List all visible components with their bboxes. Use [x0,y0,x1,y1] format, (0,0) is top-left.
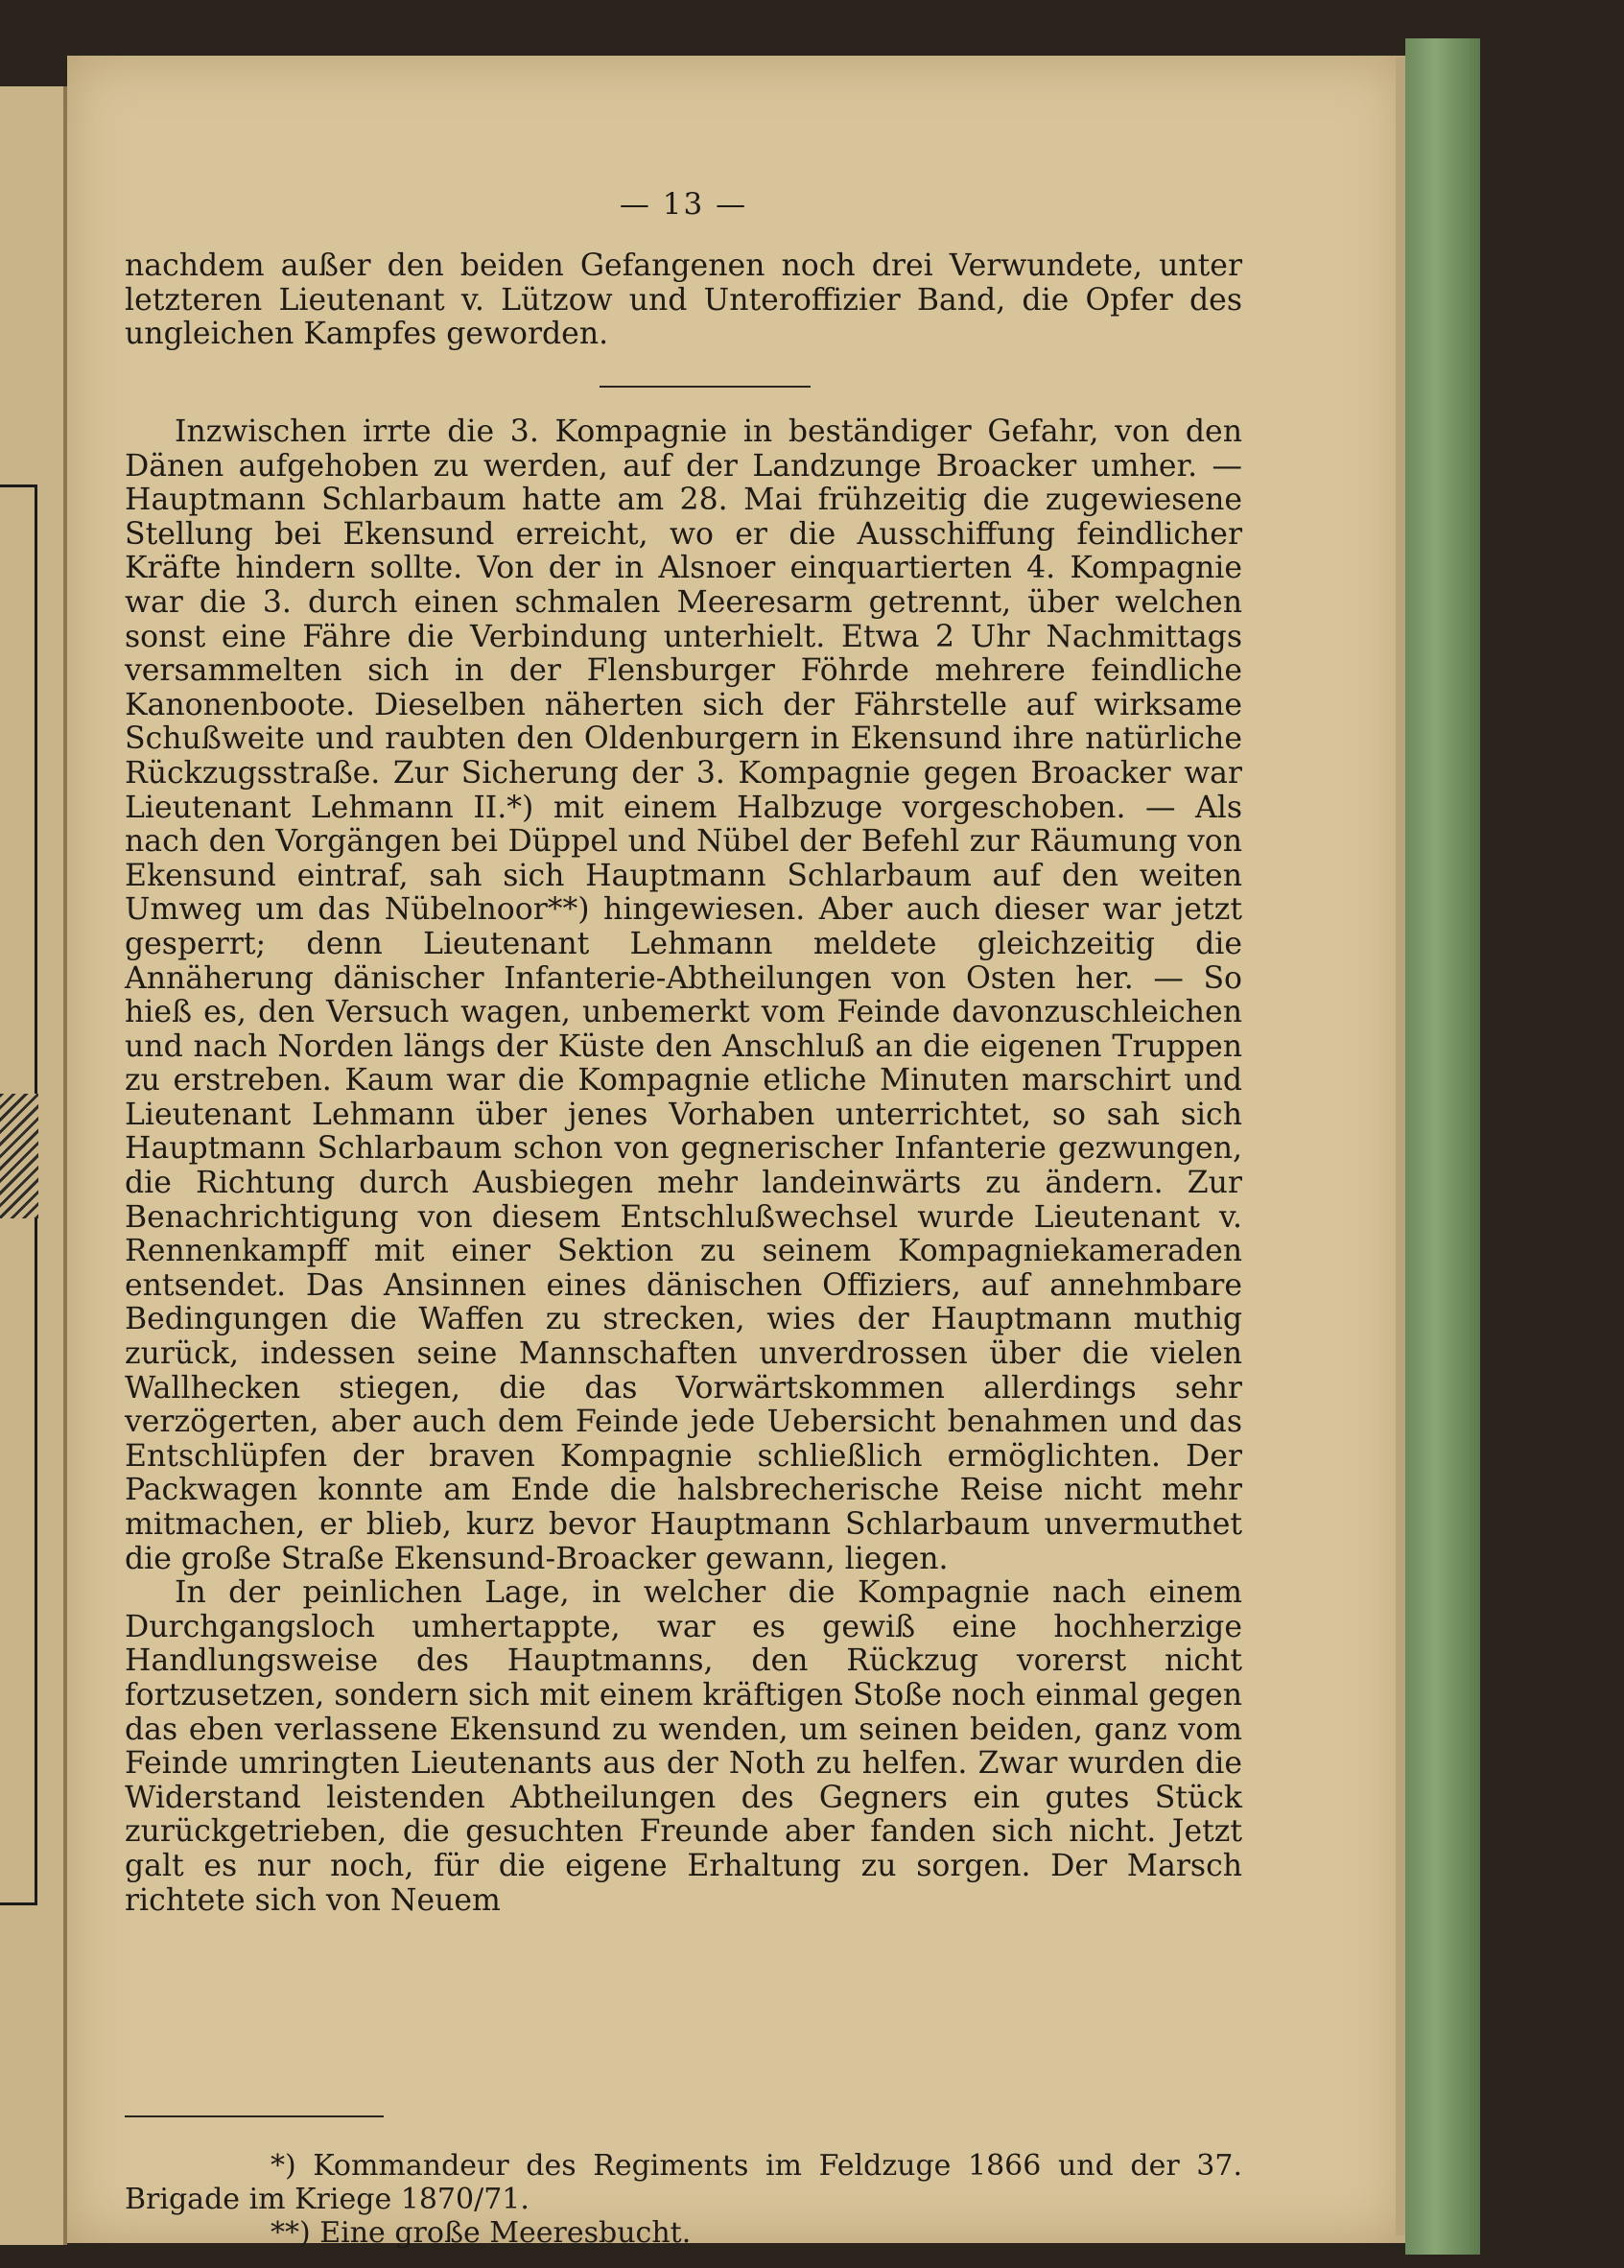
main-paragraph: Inzwischen irrte die 3. Kompagnie in beständiger Gefahr, von den Dänen aufgehoben zu werden, auf der Landzunge Broacker umher. — Hauptmann Schlarbaum hatte am 28. Mai frühzeitig die zugewiesene Stellung bei Ekensund erreicht, wo er die Ausschiffung feindlicher Kräfte hindern sollte. Von der in Alsnoer einquartierten 4. Kompagnie war die 3. durch einen schmalen Meeresarm getrennt, über welchen sonst eine Fähre die Verbindung unterhielt. Etwa 2 Uhr Nachmittags versammelten sich in der Flensburger Föhrde mehrere feindliche Kanonenboote. Dieselben näherten sich der Fährstelle auf wirksame Schußweite und raubten den Oldenburgern in Ekensund ihre natürliche Rückzugsstraße. Zur Sicherung der 3. Kompagnie gegen Broacker war Lieutenant Lehmann II.*) mit einem Halbzuge vorgeschoben. — Als nach den Vorgängen bei Düppel und Nübel der Befehl zur Räumung von Ekensund eintraf, sah sich Hauptmann Schlarbaum auf den weiten Umweg um das Nübelnoor**) hingewiesen. Aber auch dieser war jetzt gesperrt; denn Lieutenant Lehmann meldete gleichzeitig die Annäherung dänischer Infanterie-Abtheilungen von Osten her. — So hieß es, den Versuch wagen, unbemerkt vom Feinde davonzuschleichen und nach Norden längs der Küste den Anschluß an die eigenen Truppen zu erstreben. Kaum war die Kompagnie etliche Minuten marschirt und Lieutenant Lehmann über jenes Vorhaben unterrichtet, so sah sich Hauptmann Schlarbaum schon von gegnerischer Infanterie gezwungen, die Richtung durch Ausbiegen mehr landeinwärts zu ändern. Zur Benachrichtigung von diesem Entschlußwechsel wurde Lieutenant v. Rennenkampff mit einer Sektion zu seinem Kompagniekameraden entsendet. Das Ansinnen eines dänischen Offiziers, auf annehmbare Bedingungen die Waffen zu strecken, wies der Hauptmann muthig zurück, indessen seine Mannschaften unverdrossen über die vielen Wallhecken stiegen, die das Vorwärtskommen allerdings sehr verzögerten, aber auch dem Feinde jede Uebersicht benahmen und das Entschlüpfen der braven Kompagnie schließlich ermöglichten. Der Packwagen konnte am Ende die halsbrecherische Reise nicht mehr mitmachen, er blieb, kurz bevor Hauptmann Schlarbaum unvermuthet die große Straße Ekensund-Broacker gewann, liegen. [125,414,1242,1576]
book-cover-edge [1405,38,1480,2255]
footnote-rule [125,2115,384,2117]
second-paragraph: In der peinlichen Lage, in welcher die Kompagnie nach einem Durchgangsloch umhertappte, war es gewiß eine hochherzige Handlungsweise des Hauptmanns, den Rückzug vorerst nicht fortzusetzen, sondern sich mit einem kräftigen Stoße noch einmal gegen das eben verlassene Ekensund zu wenden, um seinen beiden, ganz vom Feinde umringten Lieutenants aus der Noth zu helfen. Zwar wurden die Widerstand leistenden Abtheilungen des Gegners ein gutes Stück zurückgetrieben, die gesuchten Freunde aber fanden sich nicht. Jetzt galt es nur noch, für die eigene Erhaltung zu sorgen. Der Marsch richtete sich von Neuem [125,1575,1242,1918]
intro-paragraph: nachdem außer den beiden Gefangenen noch drei Verwundete, unter letzteren Lieutenant v. Lützow und Unteroffizier Band, die Opfer des ungleichen Kampfes geworden. [125,248,1242,352]
section-separator [600,386,811,388]
body-text [125,415,1242,1918]
footnotes [125,2149,1242,2250]
page-number: — 13 — [619,187,748,222]
facing-page-ornament [0,1094,38,1218]
footnote-1: *) Kommandeur des Regiments im Feldzuge 1866 und der 37. Brigade im Kriege 1870/71. [125,2149,1242,2216]
footnote-2: **) Eine große Meeresbucht. [271,2216,692,2250]
